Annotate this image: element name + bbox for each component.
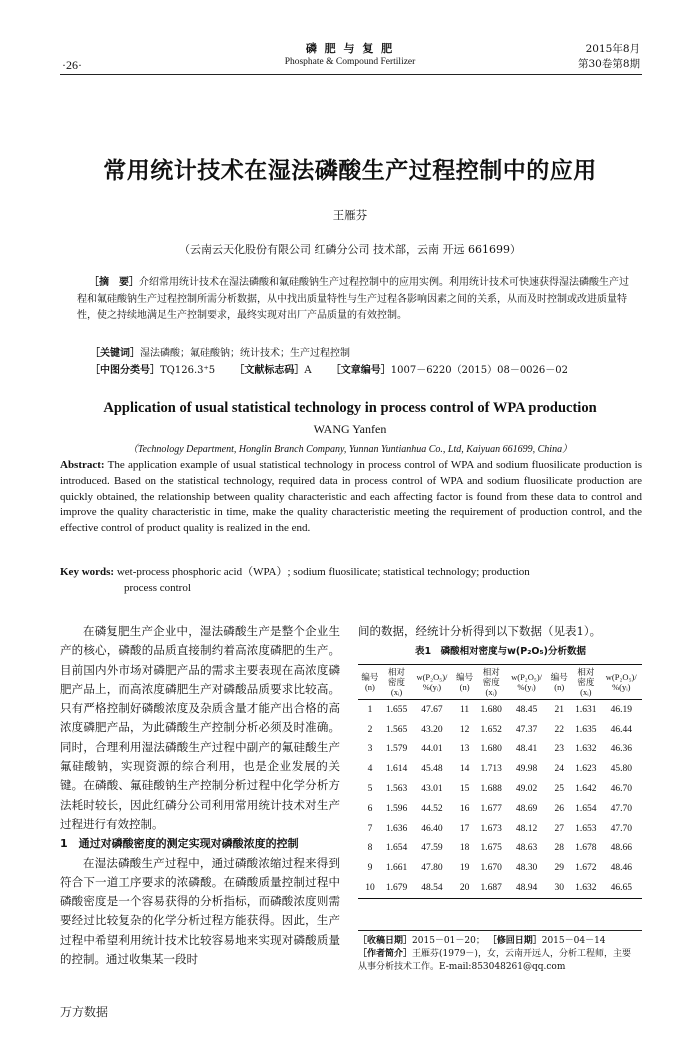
table-cell: 1.670 [480,863,502,874]
table-cell: 46.65 [601,878,642,898]
body-paragraph-1: 在磷复肥生产企业中，湿法磷酸生产是整个企业生产的核心，磷酸的品质直接制约着高浓度磷肥的生产。目前国内外市场对磷肥产品的需求主要表现在高浓度磷肥产品上，而高浓度磷肥生产对磷酸品质要求比较高。只有严格控制好磷酸浓度及杂质含量才能产出合格的高浓度磷肥产品，为此磷酸生产控制分析必须及时准确。同时，合理利用湿法磷酸生产过程中副产的氟硅酸生产氟硅酸钠，实现资源的综合利用，也是企业发展的关键。在磷酸、氟硅酸钠生产控制分析过程中化学分析方法耗时较长，因此红磷分公司利用常用统计技术对生产过程进行有效控制。 [60,624,340,831]
table-cell: 21 [554,704,564,715]
table-cell: 43.20 [421,724,443,735]
page-title-cn: 常用统计技术在湿法磷酸生产过程控制中的应用 [103,158,597,184]
article-meta [90,345,568,379]
table-cell: 49.98 [515,764,538,775]
body-paragraph-2: 在湿法磷酸生产过程中，通过磷酸浓缩过程来得到符合下一道工序要求的浓磷酸。在磷酸质量控制过程中磷酸密度是一个容易获得的分析指标，而磷酸浓度则需要经过比较复杂的化学分析过程方能获得。因此，生产过程中希望利用统计技术比较容易地来实现对磷酸质量的控制。通过收集某一段时 [60,855,340,967]
author-bio-label: ［作者简介］ [358,949,413,959]
table-row [358,799,642,819]
table-cell: 1.636 [385,823,408,834]
table-cell: 4 [367,764,373,775]
clc-label: ［中图分类号］ [90,365,160,376]
keywords-en-line2: process control [124,581,191,594]
table-cell: 48.69 [515,803,538,814]
table-cell: 1.680 [480,704,502,715]
table-cell: 1 [367,704,373,715]
watermark: 万方数据 [60,1005,109,1019]
received-label: ［收稿日期］ [358,936,413,946]
table-cell: 1.655 [385,704,408,715]
table-cell: 48.12 [515,823,538,834]
table-cell: 1.579 [385,744,408,755]
table-cell: 1.688 [480,784,502,795]
revised-label: ［修回日期］ [487,936,542,946]
table-row [358,819,642,839]
keywords-cn-label: ［关键词］ [90,348,140,359]
table-cell: 1.661 [385,863,408,874]
table-header-cell: 编号 (n) [453,665,477,700]
issue-volume: 第30卷第8期 [577,58,640,70]
table-cell: 8 [367,843,373,854]
table-cell: 45.48 [421,764,443,775]
table-row [358,858,642,878]
table-caption: 表1 磷酸相对密度与w(P₂O₅)分析数据 [415,646,586,657]
table-cell: 1.632 [571,878,600,898]
table-cell: 10 [358,878,382,898]
author-en: WANG Yanfen [313,422,387,436]
author-bio-line2: 从事分析技术工作。E-mail:853048261@qq.com [358,962,566,972]
table-cell: 24 [554,764,564,775]
table-cell: 22 [554,724,564,735]
abstract-en-text: The application example of usual statistical technology in process control of WPA and sodium fluosilicate production is introduced. Based on the statistical technology, required data in process control of WPA and sodium fluosilicate production are quickly obtained, the relationship between quality characteristic and each affecting factor is found from these data to control and improve the quality characteristic in time, make the quality characteristic meeting the requirement of production control, and the effective control of product quality is realized in the end. [60,459,642,535]
table-cell: 1.652 [480,724,502,735]
body-left-column [60,622,340,969]
table-cell: 48.41 [515,744,538,755]
table-cell: 47.59 [421,843,443,854]
table-row [358,740,642,760]
table-header-cell: 相对 密度 (xᵢ) [477,665,506,700]
abstract-cn-label: ［摘 要］ [89,277,139,288]
table-cell: 1.677 [480,803,502,814]
table-cell: 1.679 [382,878,411,898]
table-cell: 1.635 [575,724,597,735]
section-heading-1: 1 通过对磷酸密度的测定实现对磷酸浓度的控制 [60,837,299,851]
table-cell: 29 [554,863,564,874]
table-cell: 17 [459,823,470,834]
table-cell: 48.66 [610,843,632,854]
table-cell: 12 [459,724,470,735]
table-row [358,720,642,740]
table-cell: 44.52 [421,803,443,814]
table-header-cell: 编号 (n) [547,665,571,700]
table-cell: 1.596 [385,803,408,814]
keywords-en-label: Key words: [60,566,115,578]
table-row [358,839,642,859]
table-cell: 1.672 [575,863,597,874]
affiliation-en: （Technology Department, Honglin Branch Company, Yunnan Yuntianhua Co., Ltd, Kaiyuan 661699, China） [127,444,573,455]
table-cell: 1.687 [477,878,506,898]
table-cell: 48.94 [506,878,547,898]
issue-info [578,42,640,72]
table-cell: 49.02 [515,784,538,795]
table-cell: 46.19 [610,704,632,715]
clc-value: TQ126.3⁺5 [160,365,216,376]
table-cell: 5 [367,784,373,795]
keywords-en [60,565,642,597]
table-cell: 1.653 [575,823,597,834]
table-cell: 9 [367,863,373,874]
table-cell: 44.01 [421,744,443,755]
revised-date: 2015－04－14 [541,936,606,946]
table-row [358,700,642,720]
table-header-cell: w(P₂O₅)/ %(yᵢ) [601,665,642,700]
table-header-cell: w(P₂O₅)/ %(yᵢ) [411,665,452,700]
table-cell: 1.632 [575,744,597,755]
affiliation-cn: （云南云天化股份有限公司 红磷分公司 技术部，云南 开远 661699） [179,243,521,256]
table-cell: 26 [554,803,564,814]
table-header-cell: 编号 (n) [358,665,382,700]
table-header-cell: 相对 密度 (xᵢ) [382,665,411,700]
table-cell: 2 [367,724,373,735]
table-cell: 15 [459,784,470,795]
table-cell: 14 [459,764,470,775]
issue-date: 2015年8月 [585,43,640,55]
table-cell: 18 [459,843,470,854]
body-right-intro: 间的数据，经统计分析得到以下数据（见表1）。 [358,624,602,638]
table-cell: 27 [554,823,564,834]
abstract-en [60,458,642,537]
abstract-cn-text: 介绍常用统计技术在湿法磷酸和氟硅酸钠生产过程控制中的应用实例。利用统计技术可快速获得湿法磷酸生产过程和氟硅酸钠生产过程控制所需分析数据，从中找出质量特性与生产过程各影响因素之间的关系，从而及时控制或改进质量特性，使之持续地满足生产控制要求，最终实现对出厂产品质量的有效控制。 [77,277,629,321]
table-row [358,779,642,799]
table-cell: 47.37 [515,724,538,735]
keywords-en-line1: wet-process phosphoric acid（WPA）; sodium fluosilicate; statistical technology; production [116,566,530,578]
doc-code-value: A [304,365,312,376]
table-cell: 1.673 [480,823,502,834]
table-cell: 23 [554,744,564,755]
author-cn: 王雁芬 [332,208,368,222]
table-header-row [358,665,642,700]
table-cell: 47.70 [610,803,632,814]
table-cell: 46.44 [610,724,632,735]
received-date: 2015－01－20； [412,936,485,946]
table-cell: 1.675 [480,843,502,854]
table-cell: 6 [367,803,373,814]
table-cell: 46.40 [421,823,443,834]
table-header-cell: w(P₂O₅)/ %(yᵢ) [506,665,547,700]
table-cell: 46.70 [610,784,632,795]
table-cell: 13 [459,744,470,755]
table-cell: 1.680 [480,744,502,755]
table-cell: 1.713 [480,764,502,775]
table-cell: 16 [459,803,470,814]
journal-name-en: Phosphate & Compound Fertilizer [284,57,416,67]
table-cell: 1.654 [575,803,597,814]
header-rule [60,74,642,75]
table-cell: 47.80 [421,863,443,874]
table-cell: 1.642 [575,784,597,795]
table-cell: 45.80 [610,764,632,775]
table-cell: 25 [554,784,564,795]
table-cell: 1.678 [575,843,597,854]
journal-name-cn: 磷 肥 与 复 肥 [305,42,395,55]
table-cell: 48.46 [610,863,632,874]
table-cell: 48.63 [515,843,538,854]
page-title-en: Application of usual statistical technology in process control of WPA production [103,400,597,416]
table-cell: 30 [547,878,571,898]
page-number: ·26· [62,58,82,72]
footnote [358,935,648,974]
table-cell: 1.631 [575,704,597,715]
table-cell: 1.565 [385,724,408,735]
table-cell: 3 [367,744,373,755]
abstract-en-label: Abstract: [60,459,105,471]
table-cell: 48.45 [515,704,538,715]
article-id-label: ［文章编号］ [330,365,391,376]
abstract-cn [77,275,637,325]
data-table [358,664,642,899]
table-header-cell: 相对 密度 (xᵢ) [571,665,600,700]
table-cell: 19 [459,863,470,874]
table-cell: 20 [453,878,477,898]
keywords-cn-text: 湿法磷酸；氟硅酸钠；统计技术；生产过程控制 [140,348,350,359]
table-cell: 1.563 [385,784,408,795]
table-cell: 43.01 [421,784,443,795]
footnote-rule [358,930,642,931]
table-row [358,759,642,779]
author-bio-line1: 王雁芬(1979－)，女，云南开远人，分析工程师，主要 [412,949,631,959]
article-id-value: 1007－6220（2015）08－0026－02 [390,365,568,376]
table-cell: 7 [367,823,373,834]
table-cell: 28 [554,843,564,854]
table-cell: 48.30 [515,863,538,874]
table-cell: 11 [460,704,470,715]
table-cell: 47.70 [610,823,632,834]
table-cell: 48.54 [411,878,452,898]
table-cell: 1.623 [575,764,597,775]
table-cell: 1.654 [385,843,408,854]
doc-code-label: ［文献标志码］ [234,365,305,376]
table-cell: 46.36 [610,744,632,755]
table-body [358,700,642,899]
table-cell: 1.614 [385,764,408,775]
table-row [358,878,642,898]
table-cell: 47.67 [421,704,443,715]
